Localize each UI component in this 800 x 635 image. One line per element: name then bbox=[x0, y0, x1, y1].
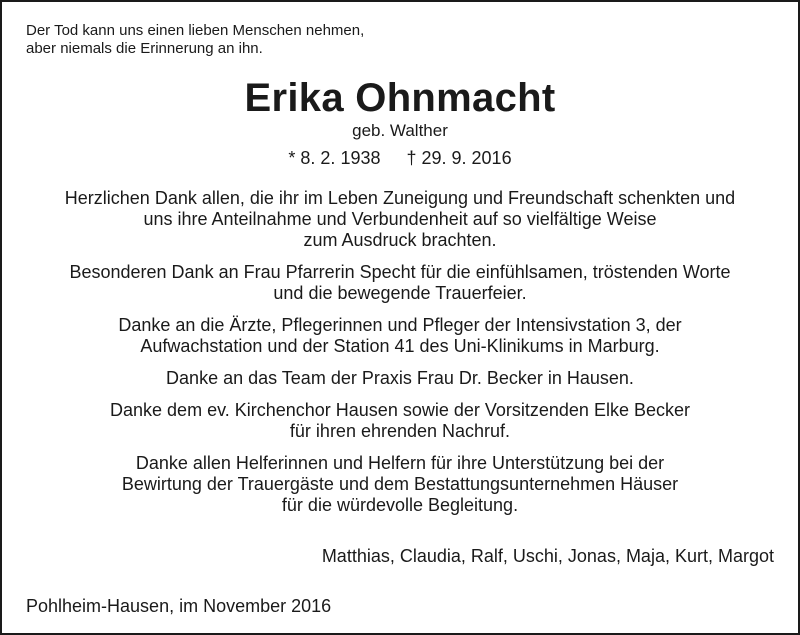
place-and-date: Pohlheim-Hausen, im November 2016 bbox=[26, 596, 332, 616]
maiden-name: geb. Walther bbox=[352, 121, 448, 140]
motto-line-2: aber niemals die Erinnerung an ihn. bbox=[26, 40, 263, 57]
motto bbox=[26, 22, 364, 58]
motto-line-1: Der Tod kann uns einen lieben Menschen nehmen, bbox=[26, 22, 365, 39]
thanks-line: zum Ausdruck brachten. bbox=[303, 230, 497, 250]
thanks-paragraph bbox=[12, 315, 788, 357]
signers: Matthias, Claudia, Ralf, Uschi, Jonas, Maja, Kurt, Margot bbox=[321, 546, 774, 566]
thanks-line: uns ihre Anteilnahme und Verbundenheit auf so vielfältige Weise bbox=[143, 209, 657, 229]
deceased-name: Erika Ohnmacht bbox=[244, 76, 556, 120]
thanks-paragraph bbox=[12, 400, 788, 442]
thanks-line: für die würdevolle Begleitung. bbox=[281, 495, 519, 515]
thanks-line: Danke an die Ärzte, Pflegerinnen und Pfleger der Intensivstation 3, der bbox=[118, 315, 682, 335]
thanks-line: und die bewegende Trauerfeier. bbox=[273, 283, 527, 303]
thanks-line: Besonderen Dank an Frau Pfarrerin Specht für die einfühlsamen, tröstenden Worte bbox=[69, 262, 731, 282]
thanks-line: Danke dem ev. Kirchenchor Hausen sowie der Vorsitzenden Elke Becker bbox=[110, 400, 690, 420]
thanks-line: für ihren ehrenden Nachruf. bbox=[289, 421, 511, 441]
life-dates bbox=[2, 147, 798, 169]
birth-date: * 8. 2. 1938 bbox=[288, 148, 381, 168]
thanks-line: Herzlichen Dank allen, die ihr im Leben Zuneigung und Freundschaft schenkten und bbox=[64, 188, 736, 208]
death-date: † 29. 9. 2016 bbox=[406, 148, 512, 168]
thanks-line: Danke an das Team der Praxis Frau Dr. Becker in Hausen. bbox=[166, 368, 634, 388]
thanks-line: Danke allen Helferinnen und Helfern für ihre Unterstützung bei der bbox=[135, 453, 665, 473]
thanks-paragraph bbox=[12, 188, 788, 251]
thanks-section bbox=[12, 188, 788, 527]
thanks-paragraph bbox=[12, 453, 788, 516]
thanks-paragraph bbox=[12, 262, 788, 304]
thanks-line: Aufwachstation und der Station 41 des Uni-Klinikums in Marburg. bbox=[140, 336, 660, 356]
thanks-paragraph bbox=[12, 368, 788, 389]
thanks-line: Bewirtung der Trauergäste und dem Bestattungsunternehmen Häuser bbox=[121, 474, 679, 494]
